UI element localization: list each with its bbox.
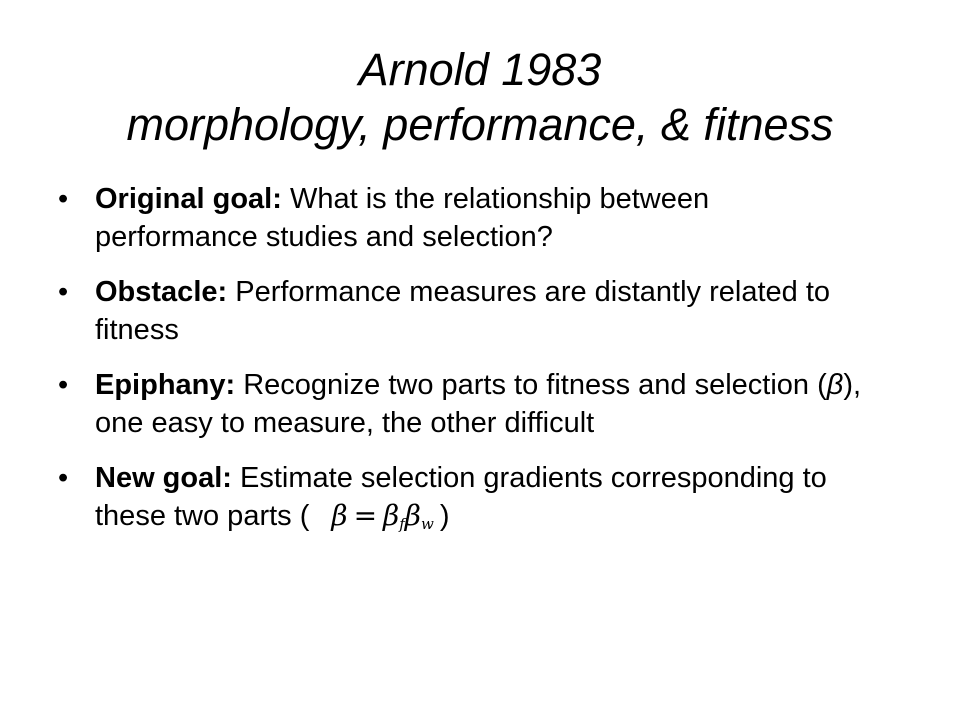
title-line-1: Arnold 1983	[358, 44, 602, 95]
formula-term-1: β	[383, 499, 400, 532]
bullet-text: What is the relationship between performance studies and selection?	[95, 183, 710, 253]
formula-lhs: β	[331, 499, 348, 532]
title-line-2: morphology, performance, & fitness	[126, 99, 834, 150]
bullet-text-after: ), one easy to measure, the other difficult	[95, 369, 862, 439]
bullet-epiphany	[58, 366, 878, 442]
bullet-label: Original goal:	[95, 183, 282, 215]
beta-symbol: β	[826, 369, 844, 401]
bullet-text-before: Recognize two parts to fitness and selection (	[235, 369, 827, 401]
slide-title	[40, 42, 920, 152]
bullet-dot-icon: •	[58, 276, 69, 308]
formula-subscript-w: w	[420, 515, 434, 533]
bullet-text-before: Estimate selection gradients corresponding to these two parts (	[95, 462, 827, 532]
bullet-dot-icon: •	[58, 183, 69, 215]
bullet-label: Epiphany:	[95, 369, 236, 401]
bullet-dot-icon: •	[58, 462, 69, 494]
bullet-dot-icon: •	[58, 369, 69, 401]
bullet-text: Performance measures are distantly related to fitness	[95, 276, 831, 346]
formula-term-2: β	[404, 499, 421, 532]
bullet-text-after: )	[439, 500, 450, 532]
bullet-label: New goal:	[95, 462, 232, 494]
bullet-list	[58, 180, 878, 560]
formula-equals: =	[353, 499, 378, 532]
bullet-new-goal	[58, 459, 878, 543]
bullet-original-goal	[58, 180, 878, 256]
formula-subscript-f: f	[399, 515, 405, 533]
selection-gradient-formula	[331, 497, 433, 543]
bullet-label: Obstacle:	[95, 276, 228, 308]
bullet-obstacle	[58, 273, 878, 349]
